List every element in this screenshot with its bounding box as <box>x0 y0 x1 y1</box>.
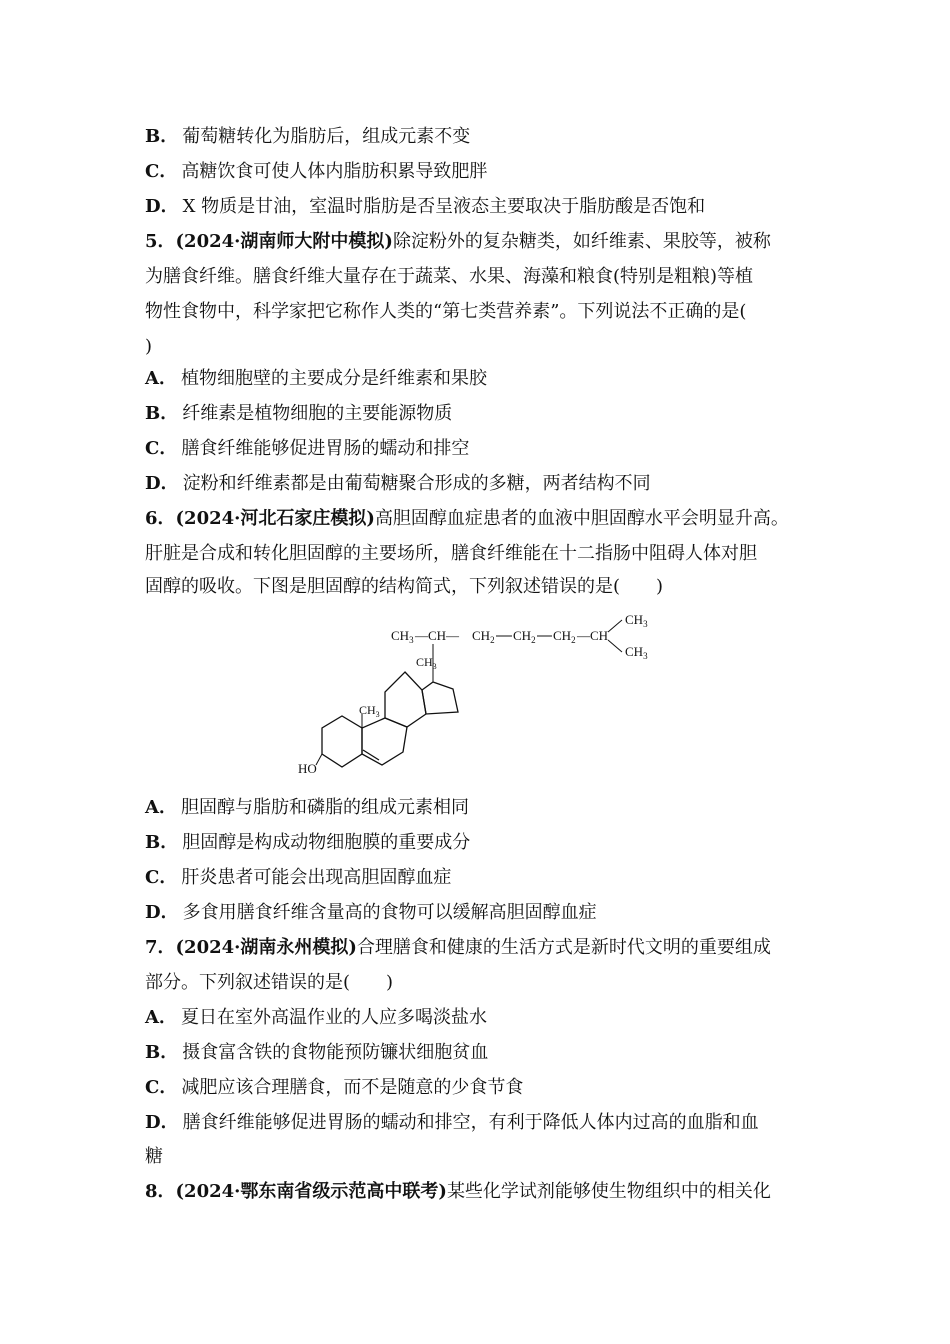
q8-source: (2024·鄂东南省级示范高中联考) <box>175 1181 447 1202</box>
methyl-c10: $CH_3$ <box>359 703 380 719</box>
q6-stem-line2: 肝脏是合成和转化胆固醇的主要场所，膳食纤维能在十二指肠中阻碍人体对胆 <box>145 543 757 564</box>
q5-stem-line2: 为膳食纤维。膳食纤维大量存在于蔬菜、水果、海藻和粮食(特别是粗粮)等植 <box>145 266 754 287</box>
bond <box>608 640 622 652</box>
q7-source: (2024·湖南永州模拟) <box>175 937 357 958</box>
q6-option-b: B． 胆固醇是构成动物细胞膜的重要成分 <box>145 832 471 853</box>
q5-option-d: D． 淀粉和纤维素都是由葡萄糖聚合形成的多糖，两者结构不同 <box>145 473 651 494</box>
q7-option-a: A． 夏日在室外高温作业的人应多喝淡盐水 <box>145 1007 487 1028</box>
q6-source: (2024·河北石家庄模拟) <box>175 508 375 529</box>
q5-stem-line3: 物性食物中，科学家把它称作人类的“第七类营养素”。下列说法不正确的是( <box>145 301 747 322</box>
q7-stem-line2: 部分。下列叙述错误的是( ) <box>145 972 394 993</box>
cholesterol-structure-svg <box>290 602 670 787</box>
q6-option-c: C． 肝炎患者可能会出现高胆固醇血症 <box>145 867 452 888</box>
side-chain-ch2-1: $CH_2$ <box>472 628 495 645</box>
q6-option-d: D． 多食用膳食纤维含量高的食物可以缓解高胆固醇血症 <box>145 902 597 923</box>
ring-d <box>422 682 458 714</box>
q7-option-d: D． 膳食纤维能够促进胃肠的蠕动和排空，有利于降低人体内过高的血脂和血 <box>145 1112 759 1133</box>
q4-option-d: D． X 物质是甘油，室温时脂肪是否呈液态主要取决于脂肪酸是否饱和 <box>145 196 706 217</box>
q7-option-d-line2: 糖 <box>145 1146 163 1167</box>
methyl-c13: $CH_3$ <box>416 655 437 671</box>
side-chain-ch-end: —CH <box>577 628 609 643</box>
hydroxyl-ho: HO <box>298 761 317 776</box>
q7-option-c: C． 减肥应该合理膳食，而不是随意的少食节食 <box>145 1077 524 1098</box>
side-chain-ch3-bottom: $CH_3$ <box>625 644 648 661</box>
q6-stem-line3: 固醇的吸收。下图是胆固醇的结构简式，下列叙述错误的是( ) <box>145 576 664 597</box>
side-chain-ch: —CH— <box>415 628 460 643</box>
side-chain-ch2-3: $CH_2$ <box>553 628 576 645</box>
q5-stem-line1: 5．(2024·湖南师大附中模拟)除淀粉外的复杂糖类，如纤维素、果胶等，被称 <box>145 231 771 252</box>
q4-option-c: C． 高糖饮食可使人体内脂肪积累导致肥胖 <box>145 161 488 182</box>
q7-stem-line1: 7．(2024·湖南永州模拟)合理膳食和健康的生活方式是新时代文明的重要组成 <box>145 937 771 958</box>
side-chain-ch3-left: $CH_3$ <box>391 628 414 645</box>
cholesterol-structure-figure <box>290 602 670 787</box>
q6-option-a: A． 胆固醇与脂肪和磷脂的组成元素相同 <box>145 797 469 818</box>
ring-b <box>362 718 407 765</box>
q7-option-b: B． 摄食富含铁的食物能预防镰状细胞贫血 <box>145 1042 489 1063</box>
bond <box>608 620 622 632</box>
q5-option-b: B． 纤维素是植物细胞的主要能源物质 <box>145 403 453 424</box>
side-chain-ch2-2: $CH_2$ <box>513 628 536 645</box>
bond <box>316 754 322 765</box>
side-chain-ch3-top: $CH_3$ <box>625 612 648 629</box>
q5-source: (2024·湖南师大附中模拟) <box>175 231 393 252</box>
q5-option-c: C． 膳食纤维能够促进胃肠的蠕动和排空 <box>145 438 470 459</box>
q6-stem-line1: 6．(2024·河北石家庄模拟)高胆固醇血症患者的血液中胆固醇水平会明显升高。 <box>145 508 789 529</box>
q4-option-b: B． 葡萄糖转化为脂肪后，组成元素不变 <box>145 126 471 147</box>
q8-stem-line1: 8．(2024·鄂东南省级示范高中联考)某些化学试剂能够使生物组织中的相关化 <box>145 1181 771 1202</box>
ring-a <box>322 716 362 767</box>
ring-c <box>385 672 426 727</box>
q5-stem-line4: ) <box>145 336 153 357</box>
q5-option-a: A． 植物细胞壁的主要成分是纤维素和果胶 <box>145 368 487 389</box>
